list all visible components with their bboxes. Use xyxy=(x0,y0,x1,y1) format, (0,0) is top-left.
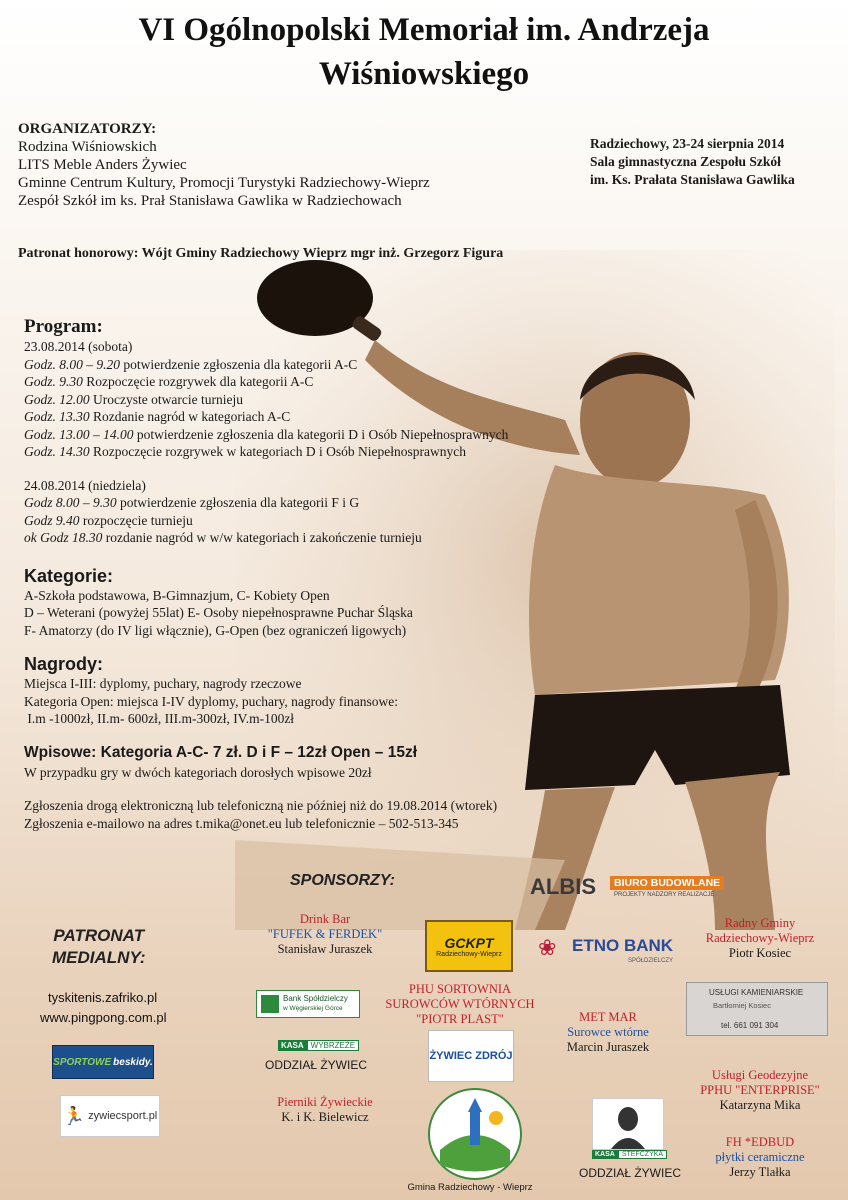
registration-line: Zgłoszenia e-mailowo na adres t.mika@onet.eu lub telefonicznie – 502-513-345 xyxy=(24,815,459,831)
sponsor-kasa-wybrzeze: KASA WYBRZEŻE ODDZIAŁ ŻYWIEC xyxy=(264,1041,367,1072)
schedule-item: Godz. 13.00 – 14.00 potwierdzenie zgłoszenia dla kategorii D i Osób Niepełnosprawnych xyxy=(24,426,509,442)
organizer-line: LITS Meble Anders Żywiec xyxy=(18,157,187,173)
schedule-item: Godz. 9.30 Rozpoczęcie rozgrywek dla kategorii A-C xyxy=(24,374,314,389)
category-line: F- Amatorzy (do IV ligi włącznie), G-Open (bez ograniczeń ligowych) xyxy=(24,622,407,638)
etnobank-logo: ❀ ETNO BANK SPÓŁDZIELCZY xyxy=(538,936,674,964)
honorary-patronage: Patronat honorowy: Wójt Gminy Radziechowy Wieprz mgr inż. Grzegorz Figura xyxy=(18,246,504,261)
venue-block xyxy=(590,135,795,189)
venue-line: Sala gimnastyczna Zespołu Szkół xyxy=(590,154,781,169)
sponsor-edbud: FH *EDBUD płytki ceramiczne Jerzy Tlałka xyxy=(715,1135,805,1179)
runner-icon: 🏃 xyxy=(62,1105,86,1127)
registration-line: Zgłoszenia drogą elektroniczną lub telefoniczną nie później niż do 19.08.2014 (wtorek) xyxy=(24,798,498,813)
organizers-heading: ORGANIZATORZY: xyxy=(18,121,157,137)
schedule-item: ok Godz 18.30 rozdanie nagród w w/w kategoriach i zakończenie turnieju xyxy=(24,530,422,545)
sponsor-metmar: MET MAR Surowce wtórne Marcin Juraszek xyxy=(566,1010,650,1054)
sponsor-drinkbar: Drink Bar "FUFEK & FERDEK" Stanisław Juraszek xyxy=(267,912,383,956)
event-title xyxy=(0,8,848,96)
day2-date: 24.08.2014 (niedziela) xyxy=(24,477,146,493)
sponsor-geodezja: Usługi Geodezyjne PPHU "ENTERPRISE" Katarzyna Mika xyxy=(700,1068,820,1112)
zywiecsport-logo: 🏃 zywiecsport.pl xyxy=(60,1095,160,1137)
entry-fee-heading: Wpisowe: Kategoria A-C- 7 zł. D i F – 12zł Open – 15zł xyxy=(24,743,418,761)
organizers-block xyxy=(18,120,430,210)
title-line-2: Wiśniowskiego xyxy=(318,56,530,92)
organizer-line: Zespół Szkół im ks. Prał Stanisława Gawlika w Radziechowach xyxy=(18,193,402,209)
flower-icon: ❀ xyxy=(538,936,557,961)
prize-line: Miejsca I-III: dyplomy, puchary, nagrody rzeczowe xyxy=(24,676,302,691)
sportowe-beskidy-logo: SPORTOWE beskidy. xyxy=(52,1045,154,1079)
church-icon xyxy=(430,1090,520,1178)
bank-mark-icon xyxy=(261,995,279,1013)
media-patronage-heading: PATRONAT MEDIALNY: xyxy=(52,926,146,967)
portrait-icon xyxy=(592,1098,664,1150)
gmina-emblem xyxy=(428,1088,522,1180)
gmina-label: Gmina Radziechowy - Wieprz xyxy=(407,1182,533,1193)
sponsor-radny: Radny Gminy Radziechowy-Wieprz Piotr Kosiec xyxy=(705,916,815,960)
day1-date: 23.08.2014 (sobota) xyxy=(24,339,133,354)
schedule-item: Godz 8.00 – 9.30 potwierdzenie zgłoszenia dla kategorii F i G xyxy=(24,495,360,510)
bank-spoldzielczy-logo: Bank Spółdzielczy w Węgierskiej Górce xyxy=(256,990,360,1018)
zywiec-zdroj-logo: ŻYWIEC ZDRÓJ xyxy=(428,1030,514,1082)
link-tyskitenis[interactable]: tyskitenis.zafriko.pl xyxy=(48,990,158,1005)
kamieniarskie-logo: USŁUGI KAMIENIARSKIE Bartłomiej Kosiec tel. 661 091 304 xyxy=(686,982,828,1036)
schedule-item: Godz 9.40 rozpoczęcie turnieju xyxy=(24,512,193,528)
sponsor-phu: PHU SORTOWNIA SUROWCÓW WTÓRNYCH "PIOTR PLAST" xyxy=(385,982,535,1026)
albis-logo: ALBIS BIURO BUDOWLANE PROJEKTY NADZORY REALIZACJE xyxy=(530,872,725,900)
entry-fee-line: W przypadku gry w dwóch kategoriach dorosłych wpisowe 20zł xyxy=(24,764,372,780)
program-heading: Program: xyxy=(24,316,103,337)
sponsor-kasa-stefczyka: KASA STEFCZYKA ODDZIAŁ ŻYWIEC xyxy=(570,1098,690,1178)
venue-line: im. Ks. Prałata Stanisława Gawlika xyxy=(590,172,795,187)
categories-heading: Kategorie: xyxy=(24,565,114,586)
schedule-item: Godz. 8.00 – 9.20 potwierdzenie zgłoszenia dla kategorii A-C xyxy=(24,356,358,372)
link-pingpong[interactable]: www.pingpong.com.pl xyxy=(40,1010,167,1025)
category-line: A-Szkoła podstawowa, B-Gimnazjum, C- Kobiety Open xyxy=(24,587,330,603)
venue-line: Radziechowy, 23-24 sierpnia 2014 xyxy=(590,136,785,151)
sponsor-pierniki: Pierniki Żywieckie K. i K. Bielewicz xyxy=(277,1095,373,1124)
schedule-item: Godz. 13.30 Rozdanie nagród w kategoriach A-C xyxy=(24,409,291,424)
sponsors-heading: SPONSORZY: xyxy=(290,872,395,889)
prize-line: I.m -1000zł, II.m- 600zł, III.m-300zł, IV.m-100zł xyxy=(24,711,295,726)
title-line-1: VI Ogólnopolski Memoriał im. Andrzeja xyxy=(138,12,710,48)
program-block xyxy=(24,316,508,832)
gckpt-logo: GCKPT Radziechowy-Wieprz xyxy=(425,920,513,972)
prize-line: Kategoria Open: miejsca I-IV dyplomy, puchary, nagrody finansowe: xyxy=(24,693,399,709)
schedule-item: Godz. 12.00 Uroczyste otwarcie turnieju xyxy=(24,391,243,407)
organizer-line: Gminne Centrum Kultury, Promocji Turystyki Radziechowy-Wieprz xyxy=(18,175,430,191)
organizer-line: Rodzina Wiśniowskich xyxy=(18,139,157,155)
category-line: D – Weterani (powyżej 55lat) E- Osoby niepełnosprawne Puchar Śląska xyxy=(24,605,413,620)
schedule-item: Godz. 14.30 Rozpoczęcie rozgrywek w kategoriach D i Osób Niepełnosprawnych xyxy=(24,444,467,459)
prizes-heading: Nagrody: xyxy=(24,654,104,674)
